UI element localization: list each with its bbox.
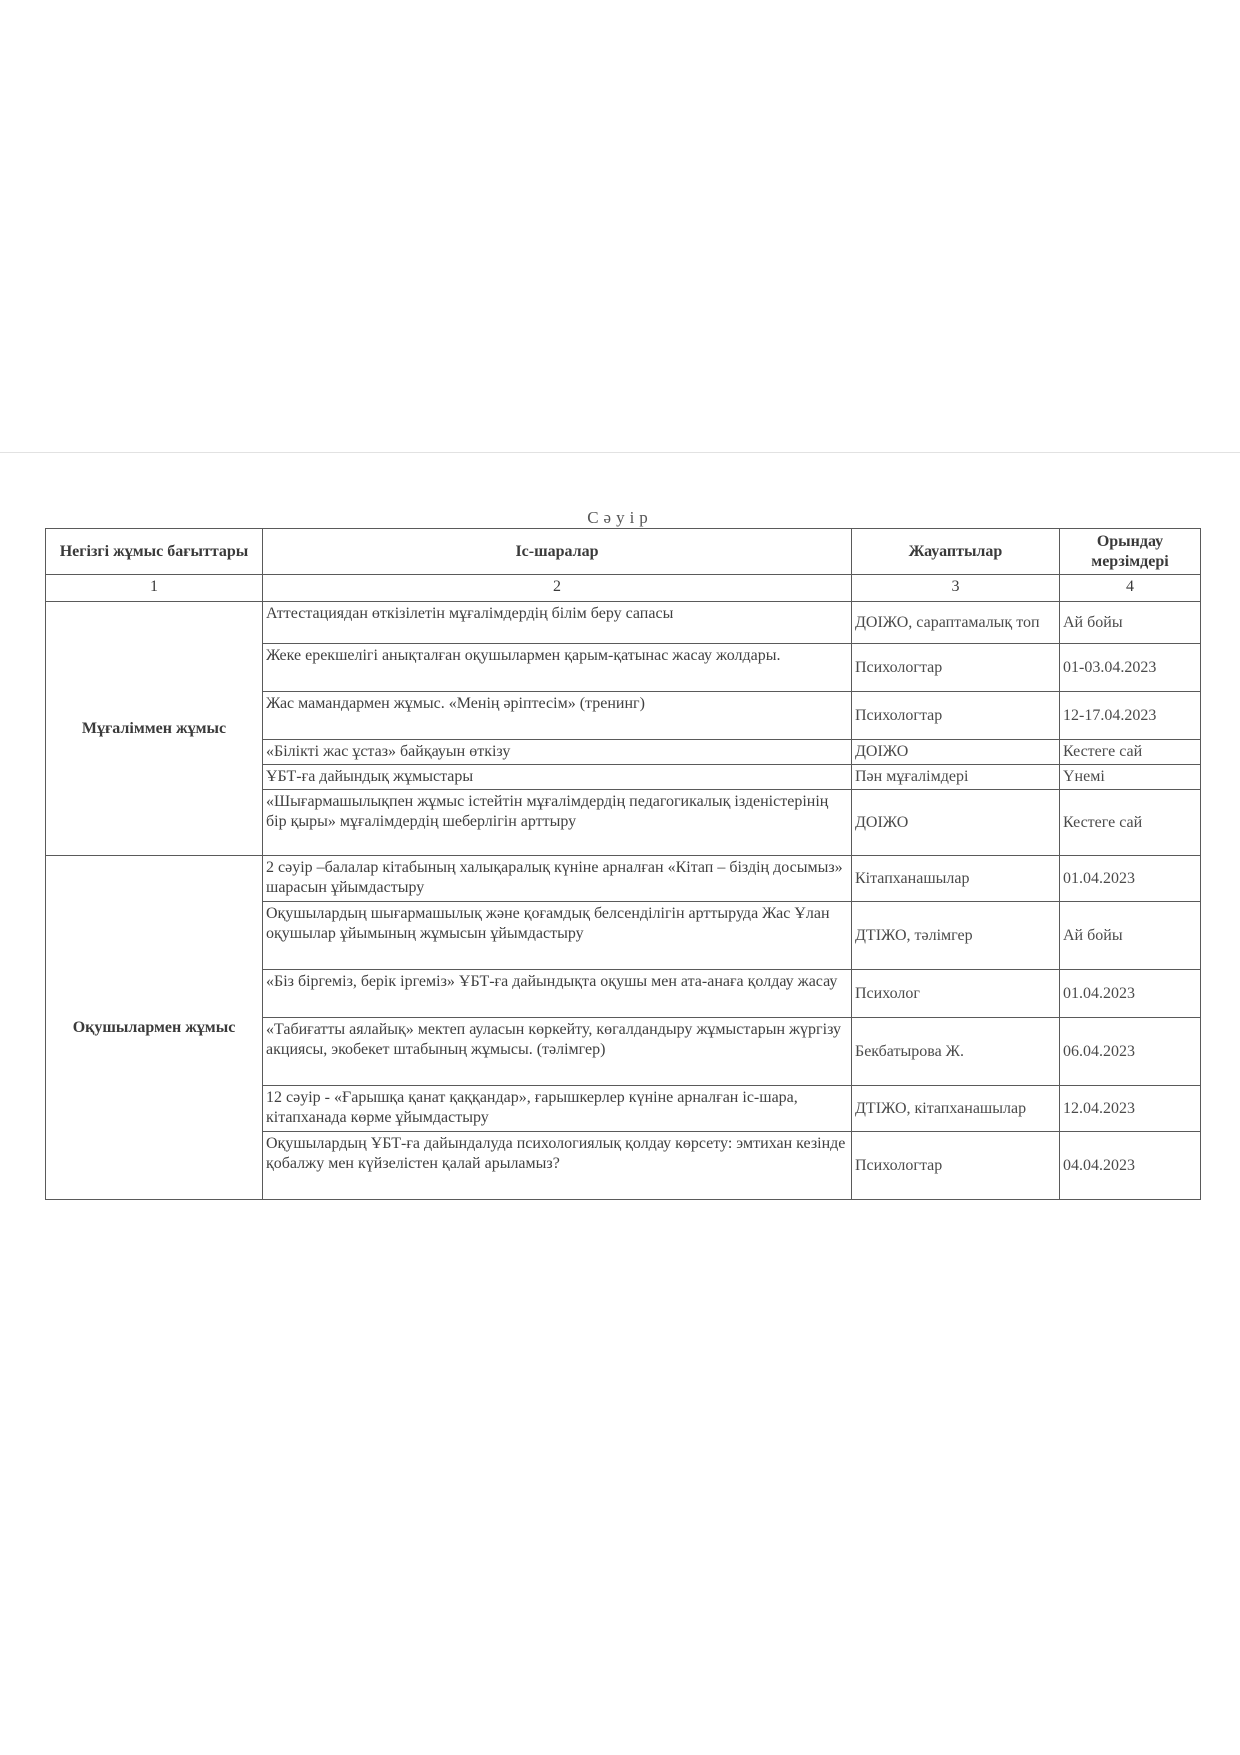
responsible-cell: Пән мұғалімдері (852, 765, 1060, 790)
direction-teachers: Мұғаліммен жұмыс (46, 602, 263, 856)
activity-cell: Оқушылардың шығармашылық және қоғамдық белсенділігін арттыруда Жас Ұлан оқушылар ұйымының жұмысын ұйымдастыру (263, 902, 852, 970)
activity-cell: «Білікті жас ұстаз» байқауын өткізу (263, 740, 852, 765)
work-plan-table (45, 528, 1201, 1200)
date-cell: Ай бойы (1060, 902, 1201, 970)
date-cell: 01.04.2023 (1060, 970, 1201, 1018)
date-cell: Кестеге сай (1060, 790, 1201, 856)
responsible-cell: Психологтар (852, 644, 1060, 692)
responsible-cell: Кітапханашылар (852, 856, 1060, 902)
activity-cell: «Біз біргеміз, берік іргеміз» ҰБТ-ға дайындықта оқушы мен ата-анаға қолдау жасау (263, 970, 852, 1018)
responsible-cell: ДТІЖО, кітапханашылар (852, 1086, 1060, 1132)
table-row (46, 602, 1201, 644)
activity-cell: Жеке ерекшелігі анықталған оқушылармен қарым-қатынас жасау жолдары. (263, 644, 852, 692)
activity-cell: «Табиғатты аялайық» мектеп ауласын көркейту, көгалдандыру жұмыстарын жүргізу акциясы, экобекет штабының жұмысы. (тәлімгер) (263, 1018, 852, 1086)
column-number: 3 (852, 575, 1060, 602)
header-deadlines: Орындау мерзімдері (1060, 529, 1201, 575)
table-row (46, 856, 1201, 902)
page-title: Сәуір (587, 508, 653, 527)
date-cell: Үнемі (1060, 765, 1201, 790)
activity-cell: 2 сәуір –балалар кітабының халықаралық күніне арналған «Кітап – біздің досымыз» шарасын ұйымдастыру (263, 856, 852, 902)
header-responsible: Жауаптылар (852, 529, 1060, 575)
date-cell: Ай бойы (1060, 602, 1201, 644)
responsible-cell: Бекбатырова Ж. (852, 1018, 1060, 1086)
activity-cell: Оқушылардың ҰБТ-ға дайындалуда психологиялық қолдау көрсету: эмтихан кезінде қобалжу мен күйзелістен қалай арыламыз? (263, 1132, 852, 1200)
date-cell: 06.04.2023 (1060, 1018, 1201, 1086)
responsible-cell: ДОІЖО (852, 740, 1060, 765)
column-number: 1 (46, 575, 263, 602)
column-number-row (46, 575, 1201, 602)
activity-cell: ҰБТ-ға дайындық жұмыстары (263, 765, 852, 790)
date-cell: 01.04.2023 (1060, 856, 1201, 902)
column-number: 4 (1060, 575, 1201, 602)
direction-students: Оқушылармен жұмыс (46, 856, 263, 1200)
responsible-cell: ДТІЖО, тәлімгер (852, 902, 1060, 970)
header-row (46, 529, 1201, 575)
date-cell: Кестеге сай (1060, 740, 1201, 765)
responsible-cell: ДОІЖО (852, 790, 1060, 856)
activity-cell: «Шығармашылықпен жұмыс істейтін мұғалімдердің педагогикалық ізденістерінің бір қыры» мұғалімдердің шеберлігін арттыру (263, 790, 852, 856)
activity-cell: Аттестациядан өткізілетін мұғалімдердің білім беру сапасы (263, 602, 852, 644)
header-directions: Негізгі жұмыс бағыттары (46, 529, 263, 575)
date-cell: 04.04.2023 (1060, 1132, 1201, 1200)
date-cell: 12.04.2023 (1060, 1086, 1201, 1132)
responsible-cell: Психолог (852, 970, 1060, 1018)
scan-edge-line (0, 452, 1240, 453)
date-cell: 01-03.04.2023 (1060, 644, 1201, 692)
header-activities: Іс-шаралар (263, 529, 852, 575)
activity-cell: 12 сәуір - «Ғарышқа қанат қаққандар», ғарышкерлер күніне арналған іс-шара, кітапханада көрме ұйымдастыру (263, 1086, 852, 1132)
activity-cell: Жас мамандармен жұмыс. «Менің әріптесім» (тренинг) (263, 692, 852, 740)
responsible-cell: Психологтар (852, 1132, 1060, 1200)
column-number: 2 (263, 575, 852, 602)
responsible-cell: ДОІЖО, сараптамалық топ (852, 602, 1060, 644)
date-cell: 12-17.04.2023 (1060, 692, 1201, 740)
responsible-cell: Психологтар (852, 692, 1060, 740)
